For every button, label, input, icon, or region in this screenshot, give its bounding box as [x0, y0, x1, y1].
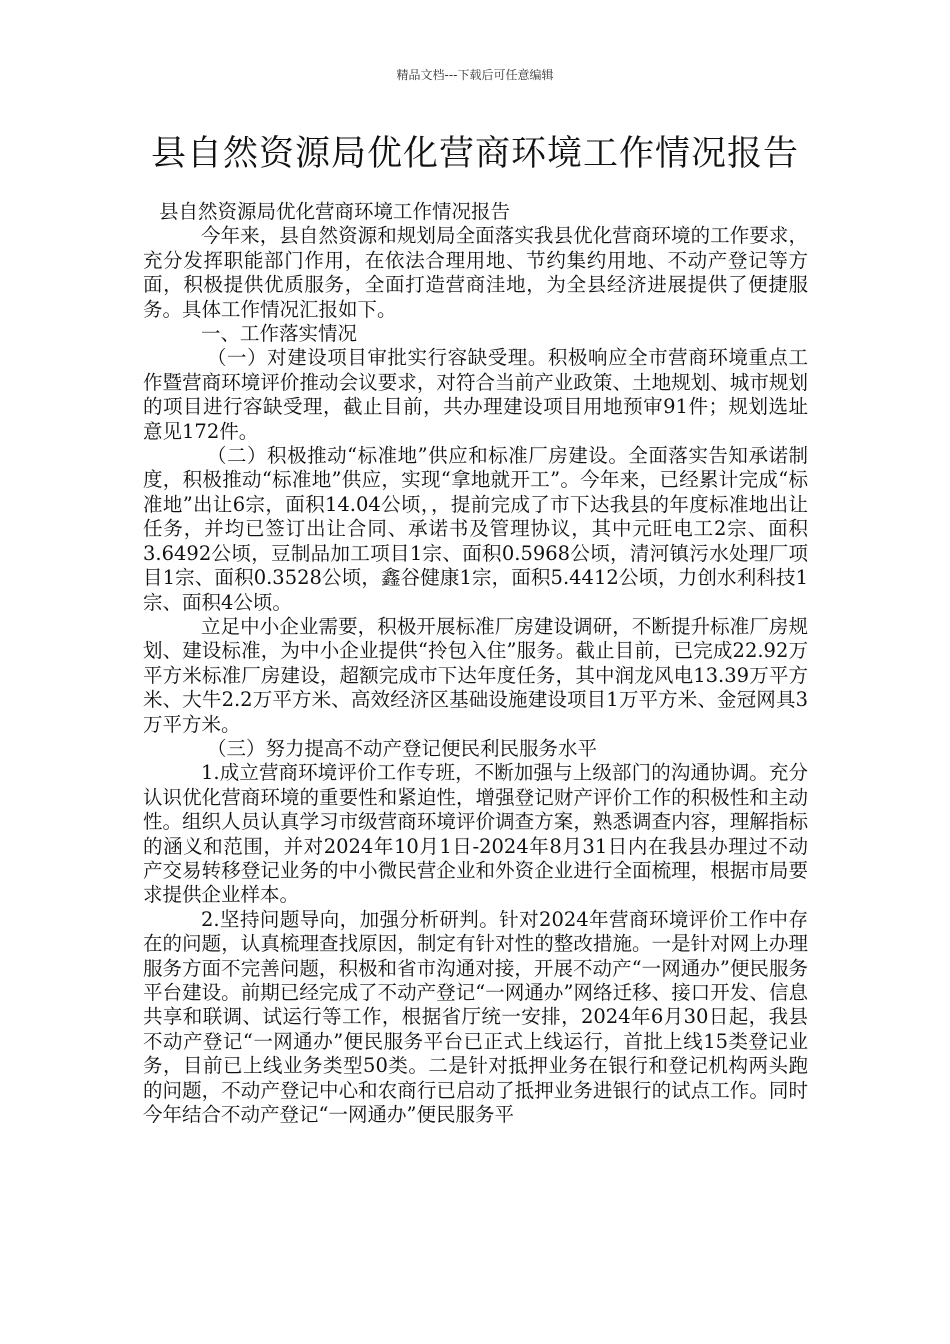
paragraph-item-3-heading: （三）努力提高不动产登记便民利民服务水平: [207, 736, 598, 760]
page-header-note: 精品文档---下载后可任意编辑: [396, 68, 554, 82]
document-body: [143, 200, 808, 1127]
paragraph-factory: 立足中小企业需要，积极开展标准厂房建设调研，不断提升标准厂房规划、建设标准，为中小企业提供“拎包入住”服务。截止目前，已完成22.92万平方米标准厂房建设，超额完成市下达年度任务，其中润龙风电13.39万平方米、大牛2.2万平方米、高效经济区基础设施建设项目1万平方米、金冠网具3万平方米。: [143, 614, 808, 736]
paragraph-point-2: 2.坚持问题导向，加强分析研判。针对2024年营商环境评价工作中存在的问题，认真梳理查找原因，制定有针对性的整改措施。一是针对网上办理服务方面不完善问题，积极和省市沟通对接，开展不动产“一网通办”便民服务平台建设。前期已经完成了不动产登记“一网通办”网络迁移、接口开发、信息共享和联调、试运行等工作，根据省厅统一安排，2024年6月30日起，我县不动产登记“一网通办”便民服务平台已正式上线运行，首批上线15类登记业务，目前已上线业务类型50类。二是针对抵押业务在银行和登记机构两头跑的问题，不动产登记中心和农商行已启动了抵押业务进银行的试点工作。同时今年结合不动产登记“一网通办”便民服务平: [143, 907, 808, 1127]
paragraph-point-1: 1.成立营商环境评价工作专班，不断加强与上级部门的沟通协调。充分认识优化营商环境的重要性和紧迫性，增强登记财产评价工作的积极性和主动性。组织人员认真学习市级营商环境评价调查方案，熟悉调查内容，理解指标的涵义和范围，并对2024年10月1日-2024年8月31日内在我县办理过不动产交易转移登记业务的中小微民营企业和外资企业进行全面梳理，根据市局要求提供企业样本。: [143, 761, 808, 907]
paragraph-item-1: （一）对建设项目审批实行容缺受理。积极响应全市营商环境重点工作暨营商环境评价推动会议要求，对符合当前产业政策、土地规划、城市规划的项目进行容缺受理，截止目前，共办理建设项目用地预审91件；规划选址意见172件。: [143, 346, 808, 443]
paragraph-intro: 今年来，县自然资源和规划局全面落实我县优化营商环境的工作要求，充分发挥职能部门作用，在依法合理用地、节约集约用地、不动产登记等方面，积极提供优质服务，全面打造营商洼地，为全县经济进展提供了便捷服务。具体工作情况汇报如下。: [143, 224, 808, 321]
document-title: 县自然资源局优化营商环境工作情况报告: [150, 134, 799, 174]
document-subtitle: 县自然资源局优化营商环境工作情况报告: [159, 200, 511, 223]
paragraph-item-2: （二）积极推动“标准地”供应和标准厂房建设。全面落实告知承诺制度，积极推动“标准地”供应，实现“拿地就开工”。今年来，已经累计完成“标准地”出让6宗，面积14.04公顷，，提前完成了市下达我县的年度标准地出让任务，并均已签订出让合同、承诺书及管理协议，其中元旺电工2宗、面积3.6492公顷，豆制品加工项目1宗、面积0.5968公顷，清河镇污水处理厂项目1宗、面积0.3528公顷，鑫谷健康1宗，面积5.4412公顷，力创水利科技1宗、面积4公顷。: [143, 444, 808, 614]
section-heading-1: 一、工作落实情况: [201, 322, 358, 346]
